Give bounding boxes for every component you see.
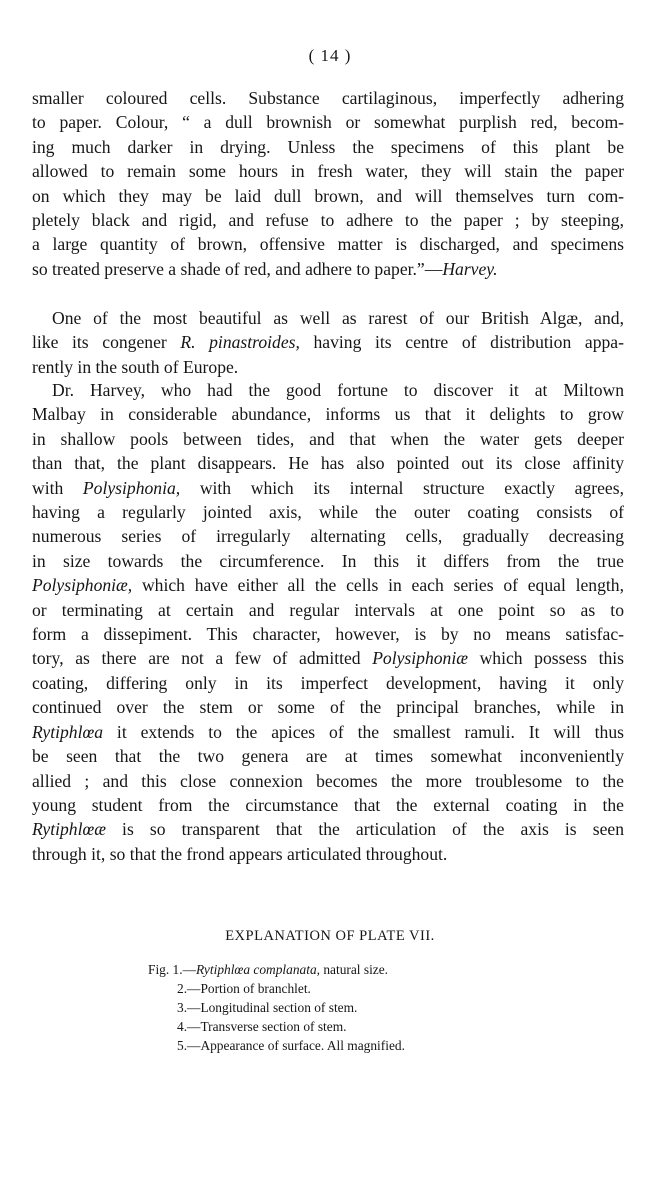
- figure-number: 3.—: [177, 1000, 201, 1015]
- figure-caption: Portion of branchlet.: [200, 981, 311, 996]
- text-line: allied ; and this close connexion becomes the more troublesome to the: [32, 770, 624, 791]
- text-line: allowed to remain some hours in fresh water, they will stain the paper: [32, 161, 624, 182]
- figure-number: Fig. 1.—: [148, 962, 196, 977]
- text-run: it extends to the apices of the smallest ramuli. It will thus: [103, 721, 624, 742]
- text-line: [32, 306, 624, 330]
- text-line: [32, 573, 624, 597]
- text-line: rently in the south of Europe.: [32, 356, 239, 377]
- text-line: ing much darker in drying. Unless the specimens of this plant be: [32, 136, 624, 157]
- paragraph-3: [32, 378, 624, 866]
- text-line: or terminating at certain and regular intervals at one point so as to: [32, 599, 624, 620]
- text-line: be seen that the two genera are at times somewhat inconveniently: [32, 746, 624, 767]
- genus-name: Polysiphoniæ,: [32, 575, 133, 596]
- text-run: tory, as there are not a few of admitted: [32, 648, 373, 669]
- text-line: form a dissepiment. This character, however, is by no means satisfac-: [32, 624, 624, 645]
- text-line: [32, 257, 624, 281]
- figure-number: 2.—: [177, 981, 201, 996]
- genus-name: Polysiphonia,: [82, 477, 181, 498]
- text-line: coating, differing only in its imperfect development, having it only: [32, 672, 624, 693]
- species-name: R. pinastroides,: [180, 332, 300, 353]
- text-run: is so transparent that the articulation of the axis is seen: [105, 819, 624, 840]
- text-line: [32, 646, 624, 670]
- text-run: with: [32, 477, 83, 498]
- text-line: in shallow pools between tides, and that when the water gets deeper: [32, 428, 624, 449]
- text-line: through it, so that the frond appears articulated throughout.: [32, 843, 448, 864]
- figure-item: [148, 1036, 405, 1055]
- text-run: having its centre of distribution appa-: [299, 332, 624, 353]
- figure-caption: Longitudinal section of stem.: [200, 1000, 358, 1015]
- page-number: ( 14 ): [308, 46, 352, 65]
- genus-name: Polysiphoniæ: [372, 648, 468, 669]
- text-line: numerous series of irregularly alternating cells, gradually decreasing: [32, 526, 624, 547]
- author-citation: Harvey.: [442, 258, 498, 279]
- text-line: having a regularly jointed axis, while the outer coating consists of: [32, 502, 624, 523]
- text-run: which have either all the cells in each series of equal length,: [132, 575, 624, 596]
- text-line: [32, 476, 624, 500]
- figure-item: [148, 998, 405, 1017]
- figure-species: Rytiphlœa complanata,: [196, 962, 320, 977]
- text-run: with which its internal structure exactly agrees,: [180, 477, 624, 498]
- figure-item: [148, 979, 405, 998]
- figure-item: [148, 960, 405, 979]
- text-line: than that, the plant disappears. He has also pointed out its close affinity: [32, 453, 624, 474]
- paragraph-1: [32, 86, 624, 281]
- figure-item: [148, 1017, 405, 1036]
- text-line: pletely black and rigid, and refuse to adhere to the paper ; by steeping,: [32, 210, 624, 231]
- text-line: in size towards the circumference. In this it differs from the true: [32, 550, 624, 571]
- text-line: [32, 817, 624, 841]
- figure-caption: Transverse section of stem.: [200, 1019, 347, 1034]
- text-line: young student from the circumstance that the external coating in the: [32, 794, 624, 815]
- text-run: so treated preserve a shade of red, and adhere to paper.”—: [32, 258, 443, 279]
- genus-name: Rytiphlœæ: [32, 819, 106, 840]
- paragraph-2: [32, 306, 624, 379]
- figure-list: [148, 960, 405, 1055]
- genus-name: Rytiphlœa: [32, 721, 104, 742]
- text-line: continued over the stem or some of the principal branches, while in: [32, 697, 624, 718]
- text-run: One of the most beautiful as well as rarest of our British Algæ, and,: [52, 308, 624, 328]
- text-line: on which they may be laid dull brown, and will themselves turn com-: [32, 185, 624, 206]
- figure-caption: Appearance of surface. All magnified.: [200, 1038, 405, 1053]
- text-line: to paper. Colour, “ a dull brownish or somewhat purplish red, becom-: [32, 112, 624, 133]
- plate-explanation-title: EXPLANATION OF PLATE VII.: [225, 928, 435, 944]
- text-run: like its congener: [32, 332, 181, 353]
- text-line: [32, 378, 624, 402]
- text-run: which possess this: [467, 648, 624, 669]
- text-line: a large quantity of brown, offensive matter is discharged, and specimens: [32, 234, 624, 255]
- text-line: Malbay in considerable abundance, informs us that it delights to grow: [32, 404, 624, 425]
- text-line: [32, 330, 624, 354]
- text-line: smaller coloured cells. Substance cartilaginous, imperfectly adhering: [32, 88, 624, 108]
- text-line: [32, 720, 624, 744]
- text-run: Dr. Harvey, who had the good fortune to discover it at Miltown: [52, 380, 624, 400]
- figure-number: 4.—: [177, 1019, 201, 1034]
- figure-number: 5.—: [177, 1038, 201, 1053]
- figure-caption: natural size.: [319, 962, 389, 977]
